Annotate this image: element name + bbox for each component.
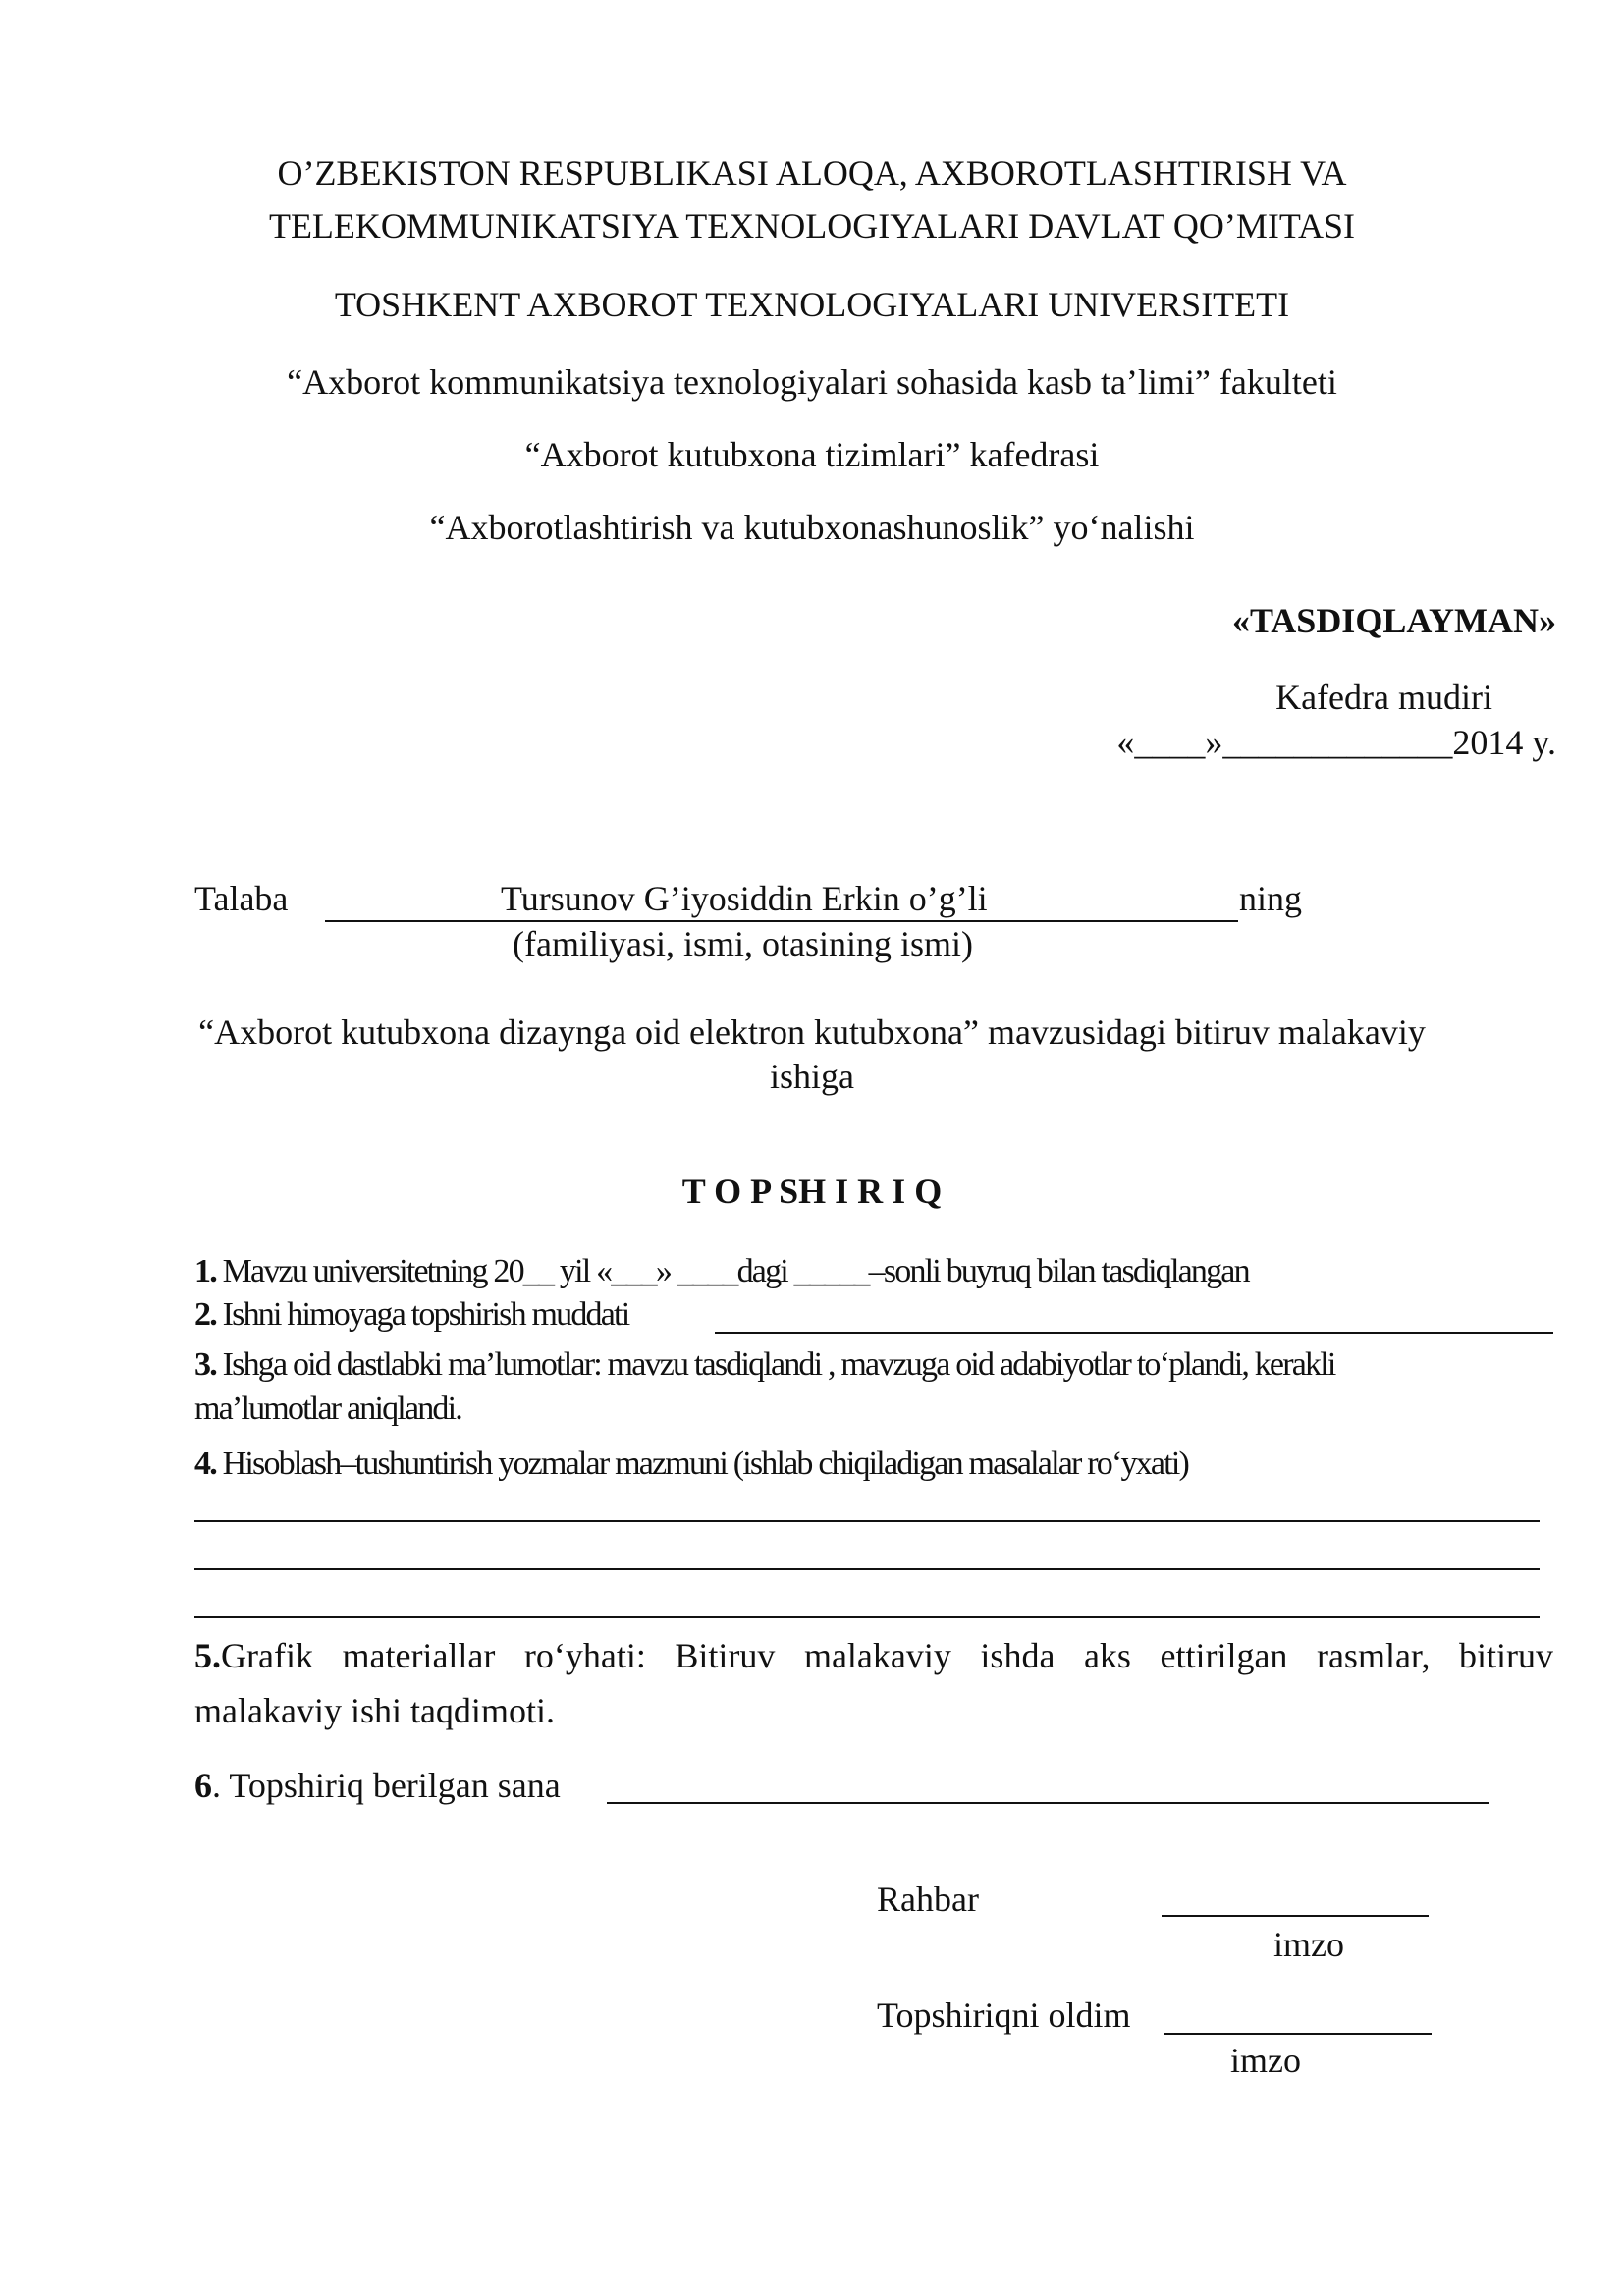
received-signature-line	[1164, 2033, 1432, 2035]
student-name-suffix: ning	[1239, 879, 1303, 918]
faculty-name: “Axborot kommunikatsiya texnologiyalari sohasida kasb ta’limi” fakulteti	[287, 362, 1337, 402]
student-label: Talaba	[194, 879, 289, 918]
supervisor-label: Rahbar	[877, 1880, 979, 1919]
item-4-blank-line-1	[194, 1520, 1540, 1522]
item-4	[194, 1444, 1188, 1486]
approval-date-line: «____»_____________2014 y.	[1116, 723, 1556, 762]
direction-name: “Axborotlashtirish va kutubxonashunoslik” yo‘nalishi	[429, 508, 1195, 547]
item-5-number: 5.	[194, 1636, 221, 1675]
received-label: Topshiriqni oldim	[877, 1995, 1131, 2035]
header-line-2: TELEKOMMUNIKATSIYA TEXNOLOGIYALARI DAVLAT QO’MITASI	[268, 206, 1356, 246]
item-3-text-line-1: Ishga oid dastlabki ma’lumotlar: mavzu tasdiqlandi , mavzuga oid adabiyotlar to‘plandi, kerakli	[222, 1346, 1335, 1383]
item-6-text: . Topshiriq berilgan sana	[212, 1766, 561, 1805]
item-1	[194, 1251, 1249, 1293]
item-1-text: Mavzu universitetning 20__ yil «___» ____dagi _____–sonli buyruq bilan tasdiqlangan	[222, 1253, 1249, 1289]
item-1-number: 1.	[194, 1253, 216, 1289]
item-2-number: 2.	[194, 1296, 216, 1333]
supervisor-signature-caption: imzo	[1273, 1925, 1344, 1964]
item-6	[194, 1764, 561, 1808]
item-2	[194, 1294, 628, 1337]
department-name: “Axborot kutubxona tizimlari” kafedrasi	[524, 435, 1100, 474]
item-4-number: 4.	[194, 1446, 216, 1482]
item-4-blank-line-3	[194, 1616, 1540, 1618]
student-name-caption: (familiyasi, ismi, otasining ismi)	[513, 924, 973, 963]
item-5-text-line-2: malakaviy ishi taqdimoti.	[194, 1691, 555, 1730]
item-3-text-line-2: ma’lumotlar aniqlandi.	[194, 1391, 461, 1427]
item-3	[194, 1344, 1335, 1387]
item-2-text: Ishni himoyaga topshirish muddati	[222, 1296, 629, 1333]
item-3-number: 3.	[194, 1346, 216, 1383]
header-line-1: O’ZBEKISTON RESPUBLIKASI ALOQA, AXBOROTLASHTIRISH VA	[277, 153, 1347, 192]
received-signature-caption: imzo	[1230, 2041, 1301, 2080]
supervisor-signature-line	[1162, 1915, 1429, 1917]
topic-line-1: “Axborot kutubxona dizaynga oid elektron kutubxona” mavzusidagi bitiruv malakaviy	[198, 1012, 1426, 1052]
item-5-text-line-1: Grafik materiallar ro‘yhati: Bitiruv malakaviy ishda aks ettirilgan rasmlar, bitiruv	[221, 1636, 1553, 1675]
approval-head: Kafedra mudiri	[1275, 678, 1492, 717]
issue-date-rule	[607, 1802, 1489, 1804]
assignment-title: T O P SH I R I Q	[681, 1172, 943, 1211]
item-4-blank-line-2	[194, 1568, 1540, 1570]
item-6-number: 6	[194, 1766, 212, 1805]
item-4-text: Hisoblash–tushuntirish yozmalar mazmuni (ishlab chiqiladigan masalalar ro‘yxati)	[222, 1446, 1188, 1482]
deadline-rule	[715, 1332, 1553, 1334]
topic-line-2: ishiga	[770, 1057, 854, 1096]
approval-title: «TASDIQLAYMAN»	[1231, 601, 1556, 640]
item-5-line-1	[194, 1634, 1553, 1678]
student-name: Tursunov G’iyosiddin Erkin o’g’li	[501, 879, 988, 918]
university-name: TOSHKENT AXBOROT TEXNOLOGIYALARI UNIVERSITETI	[334, 285, 1290, 324]
